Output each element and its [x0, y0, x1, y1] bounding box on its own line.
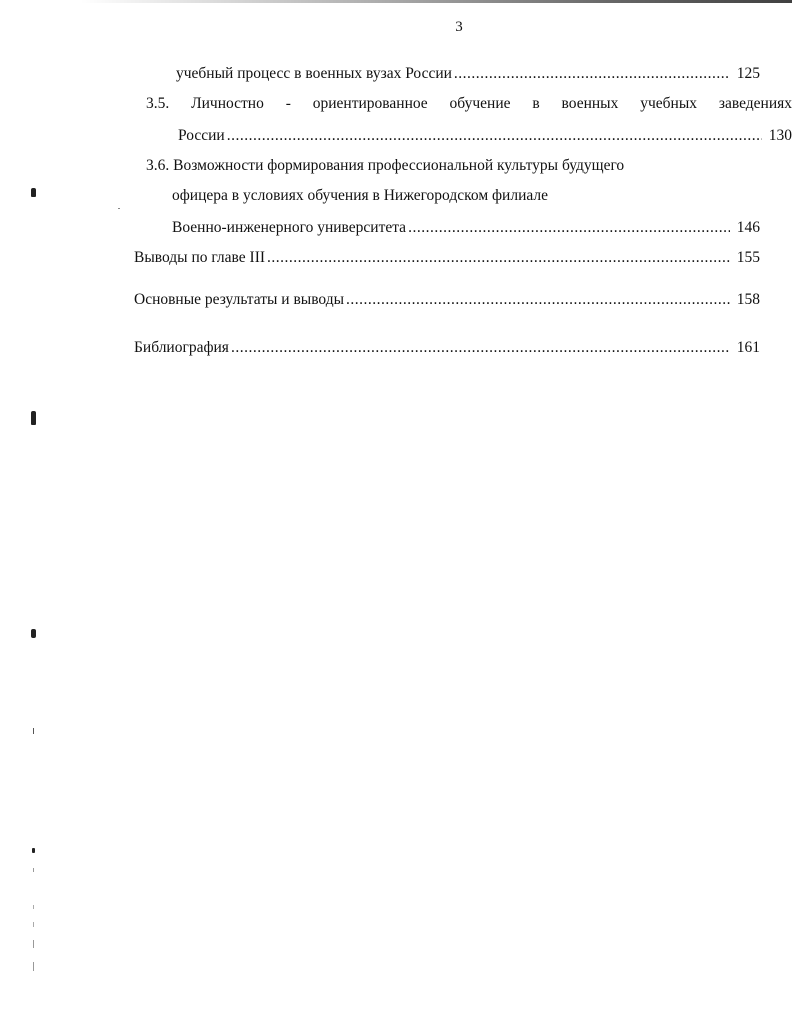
scan-speck — [33, 962, 34, 971]
toc-page-number: 130 — [768, 127, 792, 144]
toc-entry-3-5-line1 — [146, 94, 792, 114]
toc-leader — [408, 218, 730, 238]
scan-speck — [33, 940, 34, 948]
toc-leader — [346, 290, 730, 310]
toc-entry-title: офицера в условиях обучения в Нижегородском филиале — [172, 187, 548, 204]
toc-leader — [231, 338, 730, 358]
toc-entry-title: России — [178, 127, 225, 144]
toc-page-number: 158 — [736, 291, 760, 308]
toc-entry-title: учебный процесс в военных вузах России — [176, 65, 452, 82]
toc-entry-main-results — [134, 290, 760, 310]
toc-entry-3-4-continuation — [176, 64, 760, 84]
toc-entry-title: Военно-инженерного университета — [172, 219, 407, 236]
toc-entry-conclusions-ch3 — [134, 248, 760, 268]
toc-entry-title: Основные результаты и выводы — [134, 291, 345, 308]
toc-page-number: 161 — [736, 339, 760, 356]
toc-leader — [267, 248, 730, 268]
toc-entry-3-6-line1 — [146, 156, 746, 176]
toc-entry-title: 3.6. Возможности формирования профессиональной культуры будущего — [146, 157, 625, 174]
toc-entry-3-6-line3 — [172, 218, 760, 238]
toc-page-number: 155 — [736, 249, 760, 266]
toc-leader — [227, 126, 762, 146]
toc-entry-bibliography — [134, 338, 760, 358]
toc-entry-3-6-line2 — [172, 186, 732, 206]
scan-speck — [33, 868, 34, 872]
scan-speck — [31, 629, 36, 638]
scan-speck — [32, 848, 35, 853]
toc-entry-title: 3.5. Личностно - ориентированное обучение в военных учебных заведениях — [146, 95, 792, 112]
scan-speck — [118, 208, 120, 209]
toc-entry-3-5-line2 — [178, 126, 792, 146]
toc-entry-title: Выводы по главе III — [134, 249, 266, 266]
toc-page-number: 146 — [736, 219, 760, 236]
scan-speck — [31, 411, 36, 425]
scan-speck — [33, 905, 34, 909]
toc-leader — [454, 64, 730, 84]
page-number: 3 — [455, 19, 463, 35]
toc-page-number: 125 — [736, 65, 760, 82]
scan-edge-artifact — [80, 0, 792, 3]
scan-speck — [33, 922, 34, 927]
toc-entry-title: Библиография — [134, 339, 229, 356]
scan-speck — [31, 188, 36, 197]
scan-speck — [33, 728, 34, 734]
